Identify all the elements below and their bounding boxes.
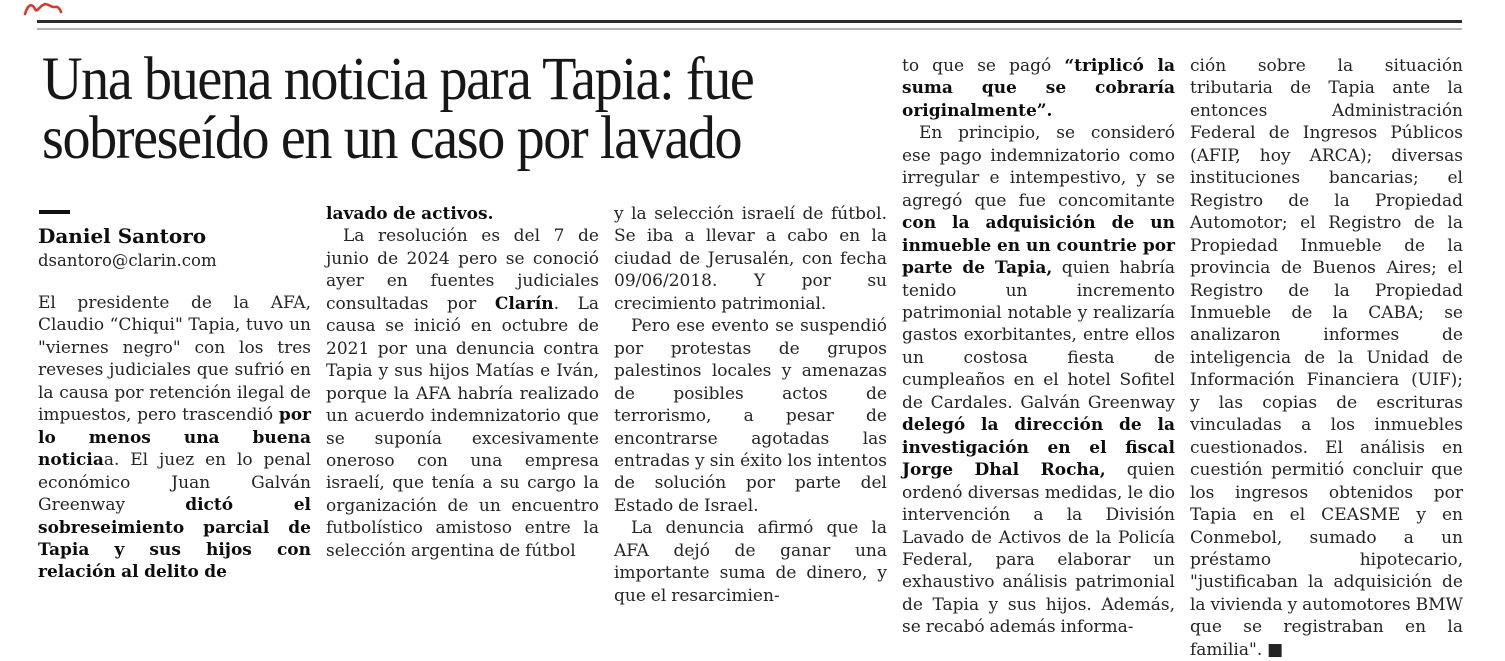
headline-line-2: sobreseído en un caso por lavado: [42, 105, 742, 172]
bold-text: lavado de activos.: [326, 204, 494, 224]
body-text: a. El juez en lo penal económico Juan Galván Greenway: [38, 450, 311, 516]
bold-text: con la adquisición de un inmueble en un countrie por parte de Tapia,: [902, 213, 1175, 279]
end-of-article-mark: ■: [1267, 639, 1284, 660]
byline-email: dsantoro@clarin.com: [38, 251, 217, 270]
body-text: to que se pagó: [902, 56, 1065, 76]
article-column-2: [326, 203, 599, 562]
article-column-1: [38, 292, 311, 584]
body-text: quien ordenó diversas medidas, le dio intervención a la División Lavado de Activos de la Policía Federal, para elaborar un exhaustivo análisis patrimonial de Tapia y sus hijos. Además, se recabó además informa-: [902, 460, 1175, 638]
bold-text: “triplicó la suma que se cobraría originalmente”.: [902, 56, 1175, 121]
body-text: ción sobre la situación tributaria de Tapia ante la entonces Administración Federal de Ingresos Públicos (AFIP, hoy ARCA); diversas instituciones bancarias; el Registro de la Propiedad Automotor; el Registro de la Propiedad Inmueble de la provincia de Buenos Aires; el Registro de la Propiedad Inmueble de la CABA; se analizaron informes de inteligencia de la Unidad de Información Financiera (UIF); y las copias de escrituras vinculadas a los inmuebles cuestionados. El análisis en cuestión permitió concluir que los ingresos obtenidos por Tapia en el CEASME y en Conmebol, sumado a un préstamo hipotecario, "justificaban la adquisición de la vivienda y automotores BMW que se registraban en la familia".: [1190, 56, 1463, 660]
section-divider-rule: [37, 20, 1462, 30]
paragraph: [1190, 55, 1463, 661]
article-headline: [42, 46, 815, 172]
bold-text: Clarín: [494, 293, 554, 314]
red-pen-stroke: [25, 4, 61, 14]
body-text: La resolución es del 7 de junio de 2024 pero se conoció ayer en fuentes judiciales consultadas por: [326, 226, 599, 314]
paragraph: [902, 122, 1175, 638]
article-column-4: [902, 55, 1175, 639]
bold-text: delegó la dirección de la investigación en el fiscal Jorge Dhal Rocha,: [902, 415, 1175, 481]
paragraph: [902, 55, 1175, 122]
body-text: En principio, se consideró ese pago indemnizatorio como irregular e intempestivo, y se agregó que fue concomitante: [902, 123, 1175, 211]
body-text: El presidente de la AFA, Claudio “Chiqui" Tapia, tuvo un "viernes negro" con los tres reveses judiciales que sufrió en la causa por retención ilegal de impuestos, pero trascendió: [38, 293, 311, 426]
paragraph: [326, 203, 599, 225]
paragraph: [614, 203, 887, 315]
bold-text: dictó el sobreseimiento parcial de Tapia y sus hijos con relación al delito de: [38, 495, 311, 583]
body-text: y la selección israelí de fútbol. Se iba a llevar a cabo en la ciudad de Jerusalén, con fecha 09/06/2018. Y por su crecimiento patrimonial.: [614, 204, 887, 314]
body-text: Pero ese evento se suspendió por protestas de grupos palestinos locales y amenazas de posibles actos de terrorismo, a pesar de encontrarse agotadas las entradas y sin éxito los intentos de solución por parte del Estado de Israel.: [614, 316, 887, 516]
article-column-5: [1190, 55, 1463, 661]
body-text: . La causa se inició en octubre de 2021 por una denuncia contra Tapia y sus hijos Matías e Iván, porque la AFA habría realizado un acuerdo indemnizatorio que se suponía excesivamente oneroso con una empresa israelí, que tenía a su cargo la organización de un encuentro futbolístico amistoso entre la selección argentina de fútbol: [326, 293, 600, 561]
body-text: La denuncia afirmó que la AFA dejó de ganar una importante suma de dinero, y que el resarcimien-: [614, 518, 887, 606]
bold-text: por lo menos una buena noticia: [38, 405, 311, 471]
paragraph: [38, 292, 311, 584]
body-text: quien habría tenido un incremento patrimonial notable y realizaría gastos exorbitantes, entre ellos un costosa fiesta de cumpleaños en el hotel Sofitel de Cardales. Galván Greenway: [902, 258, 1176, 413]
paragraph: [614, 315, 887, 517]
headline-line-1: Una buena noticia para Tapia: fue: [42, 46, 754, 113]
byline-author: Daniel Santoro: [38, 224, 207, 248]
red-pen-mark-icon: [23, 1, 63, 18]
article-column-3: [614, 203, 887, 607]
paragraph: [326, 225, 599, 562]
byline-rule: [39, 210, 70, 214]
paragraph: [614, 517, 887, 607]
